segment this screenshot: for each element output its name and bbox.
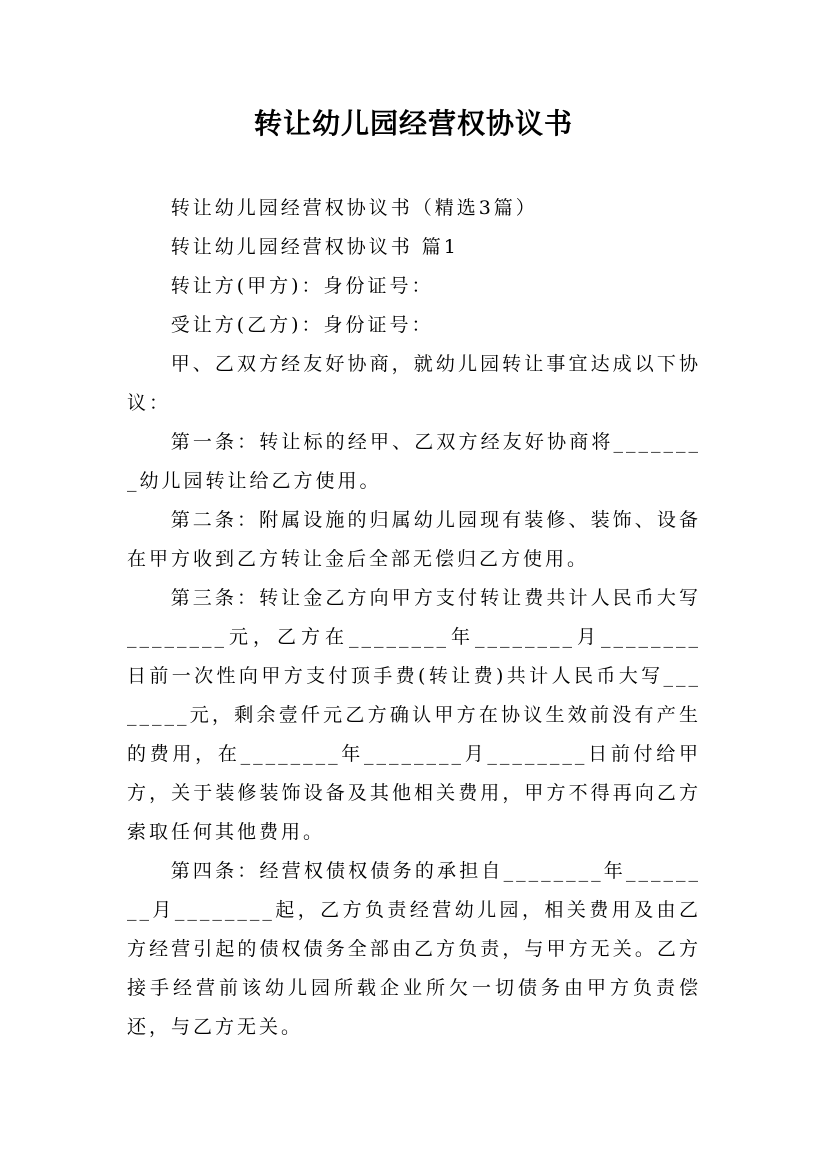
paragraph-article-2: 第二条：附属设施的归属幼儿园现有装修、装饰、设备在甲方收到乙方转让金后全部无偿归乙方使用。 (127, 509, 701, 570)
paragraph-party-b: 受让方(乙方)：身份证号： (170, 314, 434, 336)
paragraph-party-a: 转让方(甲方)：身份证号： (170, 275, 434, 297)
paragraph-article-4: 第四条：经营权债权债务的承担自________年________月________起，乙方负责经营幼儿园，相关费用及由乙方经营引起的债权债务全部由乙方负责，与甲方无关。乙方接手经营前该幼儿园所载企业所欠一切债务由甲方负责偿还，与乙方无关。 (127, 860, 701, 1038)
paragraph-section-heading: 转让幼儿园经营权协议书 篇1 (170, 236, 459, 258)
paragraph-article-1: 第一条：转让标的经甲、乙双方经友好协商将________幼儿园转让给乙方使用。 (127, 431, 701, 492)
paragraph-article-3: 第三条：转让金乙方向甲方支付转让费共计人民币大写________元，乙方在________年________月________日前一次性向甲方支付顶手费(转让费)共计人民币大写________元，剩余壹仟元乙方确认甲方在协议生效前没有产生的费用，在________年________月________日前付给甲方，关于装修装饰设备及其他相关费用，甲方不得再向乙方索取任何其他费用。 (127, 587, 701, 843)
paragraph-preamble: 甲、乙双方经友好协商，就幼儿园转让事宜达成以下协议： (127, 353, 701, 414)
document-title: 转让幼儿园经营权协议书 (253, 107, 573, 140)
document-body (127, 189, 701, 1047)
paragraph-subtitle: 转让幼儿园经营权协议书（精选3篇） (170, 197, 538, 219)
